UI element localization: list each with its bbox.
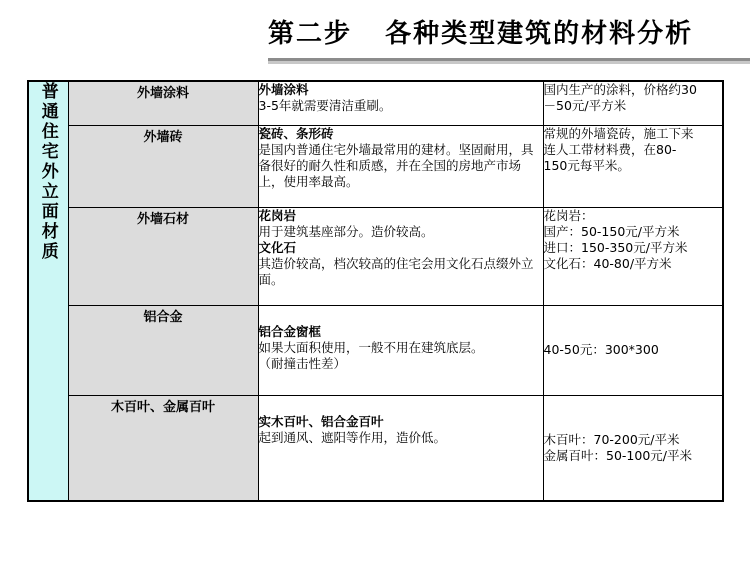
material-description [258, 125, 543, 207]
table-row [28, 305, 723, 395]
material-category: 外墙砖 [68, 125, 258, 207]
price-line: 木百叶：70-200元/平米 [543, 431, 680, 447]
material-description [258, 305, 543, 395]
description-title: 文化石 [258, 239, 297, 255]
material-description [258, 395, 543, 501]
material-price [543, 305, 723, 395]
material-price [543, 207, 723, 305]
description-text: （耐撞击性差） [258, 355, 347, 371]
material-category: 铝合金 [68, 305, 258, 395]
description-text: 起到通风、遮阳等作用，造价低。 [258, 429, 447, 445]
description-text: 用于建筑基座部分。造价较高。 [258, 223, 434, 239]
description-title: 外墙涂料 [258, 82, 309, 97]
price-line: 进口：150-350元/平方米 [543, 239, 688, 255]
price-line: －50元/平方米 [543, 98, 627, 113]
material-category: 外墙涂料 [68, 81, 258, 125]
description-text: 是国内普通住宅外墙最常用的建材。坚固耐用，具备很好的耐久性和质感，并在全国的房地产市场上，使用率最高。 [258, 141, 534, 189]
description-title: 铝合金窗框 [258, 323, 322, 339]
material-description [258, 207, 543, 305]
material-category: 外墙石材 [68, 207, 258, 305]
price-line: 国内生产的涂料，价格约30 [543, 82, 697, 97]
material-price [543, 81, 723, 125]
description-text: 其造价较高，档次较高的住宅会用文化石点缀外立面。 [258, 255, 534, 287]
table-row [28, 125, 723, 207]
description-text: 3-5年就需要清洁重刷。 [258, 98, 392, 113]
table-row [28, 207, 723, 305]
price-line: 花岗岩： [543, 207, 594, 223]
price-line: 文化石：40-80/平方米 [543, 255, 672, 271]
price-line: 金属百叶：50-100元/平米 [543, 447, 692, 463]
price-line: 国产：50-150元/平方米 [543, 223, 680, 239]
title-divider-shadow [268, 61, 750, 64]
material-description [258, 81, 543, 125]
materials-table [27, 80, 724, 502]
table-row [28, 395, 723, 501]
material-price [543, 395, 723, 501]
table-row [28, 81, 723, 125]
page-title: 第二步 各种类型建筑的材料分析 [268, 19, 694, 49]
material-price [543, 125, 723, 207]
description-text: 如果大面积使用，一般不用在建筑底层。 [258, 339, 484, 355]
description-title: 瓷砖、条形砖 [258, 125, 334, 141]
price-line: 常规的外墙瓷砖，施工下来 [543, 125, 694, 141]
material-category: 木百叶、金属百叶 [68, 395, 258, 501]
price-line: 连人工带材料费，在80- [543, 141, 677, 157]
side-category-label: 普通住宅外立面材质 [37, 82, 58, 262]
price-line: 40-50元：300*300 [543, 342, 659, 357]
side-category-cell [28, 81, 68, 501]
price-line: 150元每平米。 [543, 157, 630, 173]
description-title: 实木百叶、铝合金百叶 [258, 413, 384, 429]
description-title: 花岗岩 [258, 207, 297, 223]
